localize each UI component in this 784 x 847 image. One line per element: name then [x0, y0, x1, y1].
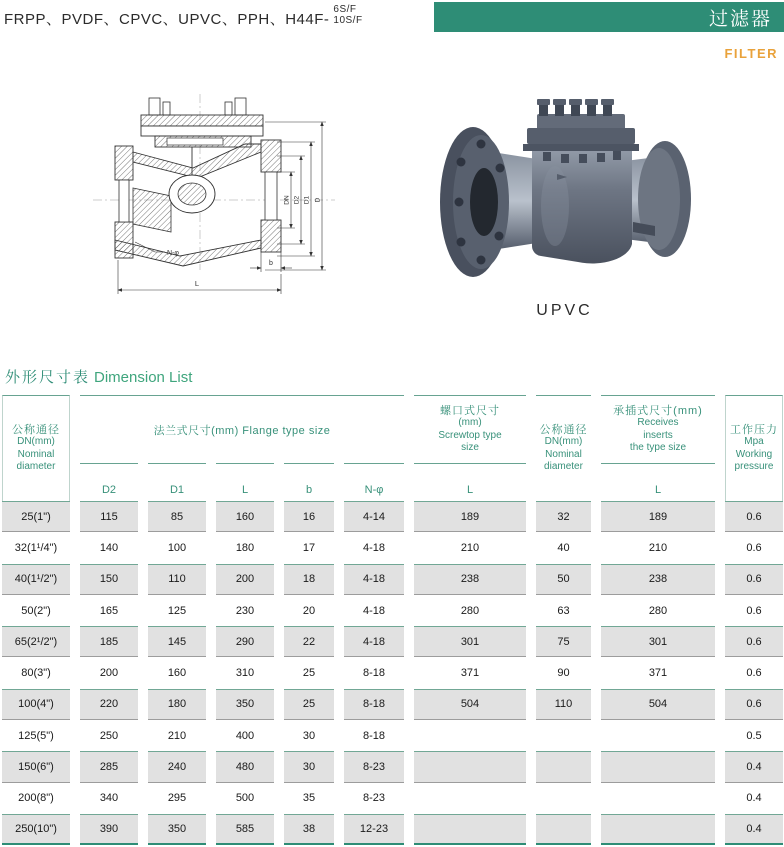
table-cell: 145 — [148, 626, 206, 657]
table-cell — [601, 814, 715, 845]
table-cell: 40 — [557, 541, 570, 554]
table-cell: 110 — [536, 689, 591, 720]
row-dn-cell: 80(3") — [21, 667, 51, 680]
table-cell: 500 — [235, 792, 255, 805]
header-col-d1: D1 — [148, 463, 206, 501]
table-cell: 8-18 — [344, 689, 404, 720]
table-cell: 350 — [148, 814, 206, 845]
table-cell: 210 — [460, 541, 480, 554]
table-cell: 17 — [302, 541, 316, 554]
table-cell: 504 — [414, 689, 526, 720]
table-cell: 165 — [99, 604, 119, 617]
table-cell: 340 — [99, 792, 119, 805]
table-cell: 0.6 — [725, 689, 783, 720]
model-codes-text: FRPP、PVDF、CPVC、UPVC、PPH、H44F- — [4, 11, 330, 28]
header-col-d2: D2 — [80, 463, 138, 501]
table-cell: 280 — [648, 604, 668, 617]
section-title-cn: 外形尺寸表 — [5, 369, 91, 386]
table-cell: 32 — [536, 501, 591, 532]
header-screwtop-group: 螺口式尺寸 (mm) Screwtop type size — [414, 395, 526, 463]
row-dn-cell: 200(8") — [18, 792, 54, 805]
table-cell — [536, 783, 591, 814]
table-cell: 350 — [216, 689, 274, 720]
table-cell: 371 — [648, 667, 668, 680]
table-cell: 185 — [80, 626, 138, 657]
section-title — [5, 366, 192, 387]
table-cell: 301 — [601, 626, 715, 657]
row-dn-cell: 65(2¹/2") — [2, 626, 70, 657]
table-cell: 30 — [284, 751, 334, 782]
dim-label-dn: DN — [283, 195, 291, 205]
table-cell: 0.5 — [746, 729, 762, 742]
table-cell — [536, 751, 591, 782]
table-cell: 390 — [80, 814, 138, 845]
table-cell: 0.6 — [725, 626, 783, 657]
photo-caption: UPVC — [536, 302, 593, 319]
table-cell: 38 — [284, 814, 334, 845]
table-cell: 0.4 — [725, 814, 783, 845]
dimension-table-body — [2, 501, 783, 845]
table-cell: 585 — [216, 814, 274, 845]
table-cell: 189 — [601, 501, 715, 532]
table-cell: 16 — [284, 501, 334, 532]
table-cell — [414, 720, 526, 751]
table-cell: 285 — [80, 751, 138, 782]
table-cell: 200 — [99, 667, 119, 680]
model-variant-top: 6S/F — [333, 4, 357, 15]
table-cell: 100 — [167, 541, 187, 554]
dim-label-d1: D1 — [303, 195, 311, 205]
product-photo — [437, 96, 717, 301]
table-cell: 4-18 — [344, 626, 404, 657]
table-cell: 210 — [648, 541, 668, 554]
table-cell: 20 — [302, 604, 316, 617]
title-bar — [434, 2, 784, 32]
table-cell: 0.6 — [725, 564, 783, 595]
table-cell: 210 — [167, 729, 187, 742]
table-cell — [414, 814, 526, 845]
table-cell: 0.6 — [725, 501, 783, 532]
row-dn-cell: 125(5") — [18, 729, 54, 742]
table-cell: 75 — [536, 626, 591, 657]
table-cell: 12-23 — [344, 814, 404, 845]
table-cell — [536, 720, 591, 751]
table-cell: 150 — [80, 564, 138, 595]
dim-label-l: L — [194, 279, 200, 288]
row-dn-cell: 32(1¹/4") — [14, 541, 58, 554]
header-socket-l: L — [601, 463, 715, 501]
section-title-en: Dimension List — [94, 369, 193, 386]
table-cell: 480 — [216, 751, 274, 782]
table-cell: 280 — [460, 604, 480, 617]
model-variant-bottom: 10S/F — [333, 15, 363, 26]
table-cell: 0.4 — [725, 751, 783, 782]
header-screwtop-l: L — [414, 463, 526, 501]
table-cell — [414, 783, 526, 814]
table-cell: 8-18 — [362, 729, 386, 742]
dim-label-n-phi: N-φ — [167, 250, 179, 257]
table-cell: 4-18 — [362, 541, 386, 554]
row-dn-cell: 50(2") — [21, 604, 51, 617]
dim-label-b: b — [269, 260, 273, 267]
technical-drawing — [85, 92, 405, 307]
table-cell: 18 — [284, 564, 334, 595]
table-cell: 35 — [302, 792, 316, 805]
table-cell — [536, 814, 591, 845]
table-cell: 115 — [80, 501, 138, 532]
dim-label-d2: D2 — [293, 195, 301, 205]
table-cell: 180 — [148, 689, 206, 720]
table-cell: 85 — [148, 501, 206, 532]
table-cell: 371 — [460, 667, 480, 680]
row-dn-cell: 25(1") — [2, 501, 70, 532]
table-cell — [601, 720, 715, 751]
row-dn-cell: 150(6") — [2, 751, 70, 782]
header-nominal-diameter-right: 公称通径 DN(mm) Nominal diameter — [536, 395, 591, 501]
table-cell — [414, 751, 526, 782]
table-cell: 110 — [148, 564, 206, 595]
table-cell: 290 — [216, 626, 274, 657]
model-variant-stack — [333, 4, 362, 26]
table-cell: 4-18 — [344, 564, 404, 595]
table-cell: 63 — [557, 604, 570, 617]
table-cell: 200 — [216, 564, 274, 595]
table-cell: 90 — [557, 667, 570, 680]
page-title-cn: 过滤器 — [708, 8, 772, 30]
header-col-n-phi: N-φ — [344, 463, 404, 501]
header-socket-group: 承插式尺寸(mm) Receives inserts the type size — [601, 395, 715, 463]
table-cell: 295 — [167, 792, 187, 805]
header-col-b: b — [284, 463, 334, 501]
table-cell: 189 — [414, 501, 526, 532]
page-title-en: FILTER — [724, 46, 778, 61]
table-cell: 25 — [302, 667, 316, 680]
header-col-l: L — [216, 463, 274, 501]
table-cell: 301 — [414, 626, 526, 657]
table-cell: 4-18 — [362, 604, 386, 617]
table-cell: 8-18 — [362, 667, 386, 680]
dimension-table-header — [2, 395, 783, 501]
header-flange-group: 法兰式尺寸(mm) Flange type size — [80, 395, 404, 463]
table-cell: 0.6 — [746, 667, 762, 680]
table-cell: 504 — [601, 689, 715, 720]
table-cell: 30 — [302, 729, 316, 742]
table-cell: 4-14 — [344, 501, 404, 532]
table-cell: 0.6 — [746, 541, 762, 554]
table-cell: 8-23 — [344, 751, 404, 782]
table-cell: 22 — [284, 626, 334, 657]
header-nominal-diameter-left: 公称通径 DN(mm) Nominal diameter — [2, 395, 70, 501]
table-cell: 230 — [235, 604, 255, 617]
table-cell: 140 — [99, 541, 119, 554]
table-cell: 250 — [99, 729, 119, 742]
table-cell: 238 — [601, 564, 715, 595]
header-working-pressure: 工作压力 Mpa Working pressure — [725, 395, 783, 501]
table-cell — [601, 783, 715, 814]
dim-label-d: D — [314, 197, 322, 203]
table-cell: 240 — [148, 751, 206, 782]
model-codes — [4, 4, 363, 29]
table-cell: 400 — [235, 729, 255, 742]
table-cell: 125 — [167, 604, 187, 617]
row-dn-cell: 100(4") — [2, 689, 70, 720]
table-cell: 238 — [414, 564, 526, 595]
table-cell — [601, 751, 715, 782]
table-cell: 50 — [536, 564, 591, 595]
row-dn-cell: 40(1¹/2") — [2, 564, 70, 595]
table-cell: 160 — [216, 501, 274, 532]
table-cell: 220 — [80, 689, 138, 720]
table-cell: 160 — [167, 667, 187, 680]
table-cell: 180 — [235, 541, 255, 554]
table-cell: 25 — [284, 689, 334, 720]
table-cell: 0.4 — [746, 792, 762, 805]
table-cell: 0.6 — [746, 604, 762, 617]
row-dn-cell: 250(10") — [2, 814, 70, 845]
table-cell: 310 — [235, 667, 255, 680]
table-cell: 8-23 — [362, 792, 386, 805]
